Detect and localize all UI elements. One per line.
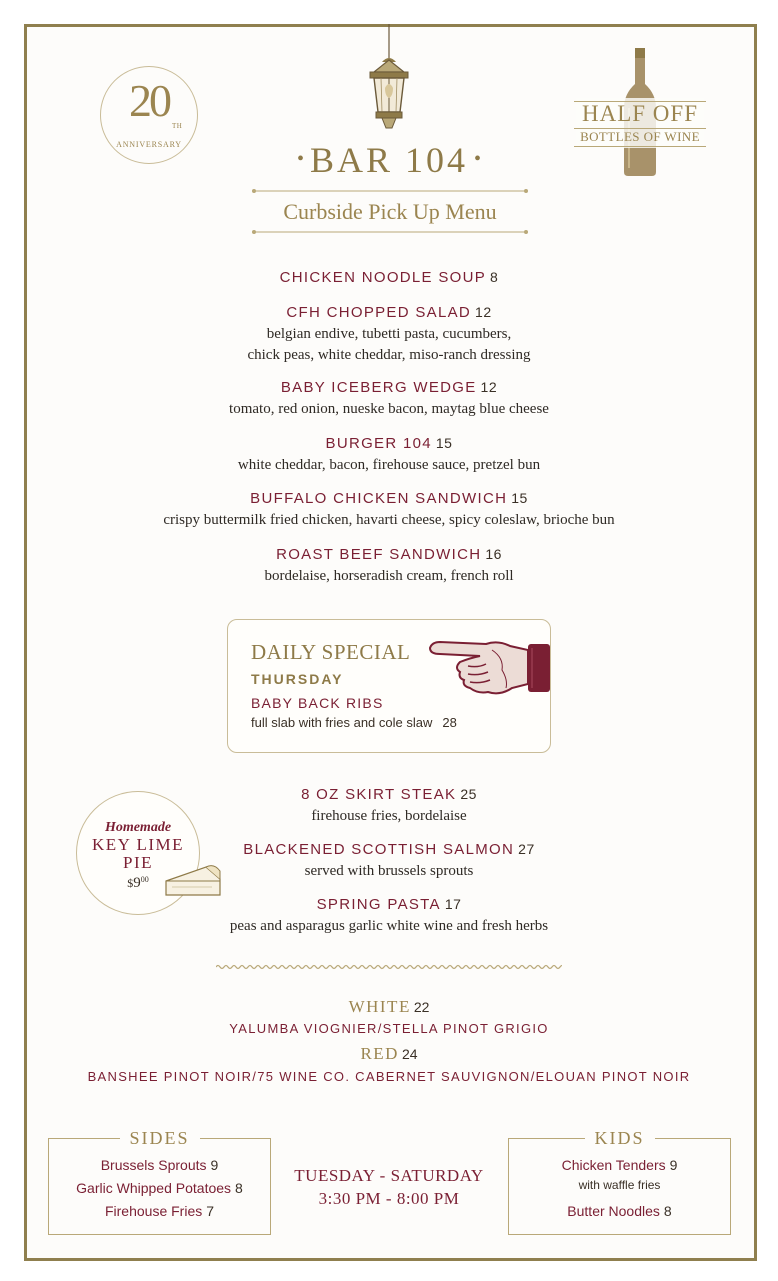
hours-days: TUESDAY - SATURDAY [294,1166,484,1185]
menu-item [0,489,778,531]
side-item [49,1157,270,1173]
daily-special-title: DAILY SPECIAL [251,640,411,664]
kids-item [509,1157,730,1173]
item-name: 8 OZ SKIRT STEAK [301,786,457,803]
wine-promo [572,48,708,176]
side-item-price: 7 [206,1203,215,1219]
pointing-hand-icon [428,636,552,700]
title-text: BAR 104 [309,140,469,180]
title-ornament: • [296,148,304,170]
wine-promo-line2: BOTTLES OF WINE [580,129,700,144]
item-price: 16 [485,546,502,562]
subtitle-rule [252,228,528,236]
item-name: BABY ICEBERG WEDGE [280,379,477,396]
kids-title: KIDS [584,1127,654,1149]
daily-special-description: full slab with fries and cole slaw [251,715,433,730]
title-ornament: • [474,148,482,170]
item-price: 12 [475,304,492,320]
daily-special-desc [251,715,457,730]
red-wine-heading [0,1044,778,1064]
kids-item [509,1203,730,1219]
menu-item [0,268,778,288]
divider [574,146,706,147]
item-description: bordelaise, horseradish cream, french roll [264,568,514,584]
anniversary-badge [100,66,198,164]
pie-homemade: Homemade [104,820,172,835]
menu-item [0,434,778,476]
menu-subtitle: Curbside Pick Up Menu [283,199,497,224]
item-price: 8 [490,269,499,285]
sides-box [48,1128,271,1235]
daily-special-price: 28 [442,715,457,730]
daily-special-day: THURSDAY [251,671,344,687]
menu-item [0,378,778,420]
hours-time: 3:30 PM - 8:00 PM [318,1189,460,1208]
kids-box [508,1128,731,1235]
anniversary-word: ANNIVERSARY [116,140,182,149]
item-name: BLACKENED SCOTTISH SALMON [243,841,515,858]
kids-item-name: Butter Noodles [567,1203,660,1219]
item-price: 15 [435,435,453,451]
pie-price-dollar: $ [127,876,134,890]
side-item-name: Garlic Whipped Potatoes [76,1180,232,1196]
item-name: CHICKEN NOODLE SOUP [279,269,487,286]
menu-item [0,895,778,937]
item-price: 15 [511,490,528,506]
anniversary-suffix: TH [172,122,183,130]
item-description: chick peas, white cheddar, miso-ranch dressing [247,347,531,363]
item-price: 27 [518,841,535,857]
menu-item [0,545,778,587]
title-rule [252,187,528,195]
menu-item [0,303,778,366]
item-description: served with brussels sprouts [304,863,474,879]
item-description: crispy buttermilk fried chicken, havarti cheese, spicy coleslaw, brioche bun [163,512,615,528]
lantern-icon [352,24,426,134]
side-item [49,1180,270,1196]
item-price: 12 [480,379,498,395]
item-name: BUFFALO CHICKEN SANDWICH [250,490,508,507]
kids-item-subtext: with waffle fries [578,1178,661,1192]
item-name: ROAST BEEF SANDWICH [276,546,482,563]
wine-promo-line1: HALF OFF [581,101,698,126]
white-wine-price: 22 [413,999,430,1015]
item-description: firehouse fries, bordelaise [311,808,467,824]
item-name: CFH CHOPPED SALAD [286,304,472,321]
kids-item-name: Chicken Tenders [561,1157,666,1173]
white-wine-heading [0,997,778,1017]
side-item-price: 9 [210,1157,219,1173]
item-name: SPRING PASTA [316,896,441,913]
side-item [49,1203,270,1219]
kids-item-price: 9 [669,1157,678,1173]
side-item-price: 8 [235,1180,243,1196]
white-wine-list: YALUMBA VIOGNIER/STELLA PINOT GRIGIO [229,1021,549,1036]
daily-special-item: BABY BACK RIBS [251,695,384,711]
red-wine-price: 24 [401,1046,418,1062]
restaurant-title [200,138,578,181]
item-description: white cheddar, bacon, firehouse sauce, pretzel bun [237,457,541,473]
sides-title: SIDES [119,1127,199,1149]
anniversary-number: 20 [129,75,169,126]
side-item-name: Brussels Sprouts [100,1157,207,1173]
pie-price-cents: 00 [140,875,149,884]
item-description: tomato, red onion, nueske bacon, maytag blue cheese [229,401,549,417]
menu-item [0,840,778,882]
side-item-name: Firehouse Fries [104,1203,203,1219]
item-name: BURGER 104 [325,435,432,452]
item-description: peas and asparagus garlic white wine and fresh herbs [229,918,549,934]
pie-price-whole: 9 [133,875,141,891]
kids-item-price: 8 [663,1203,672,1219]
pie-name-line1: KEY LIME [91,835,185,854]
item-price: 17 [444,896,462,912]
menu-item [0,785,778,827]
item-description: belgian endive, tubetti pasta, cucumbers, [266,326,512,342]
red-wine-list: BANSHEE PINOT NOIR/75 WINE CO. CABERNET SAUVIGNON/ELOUAN PINOT NOIR [87,1069,691,1084]
pie-name-line2: PIE [123,853,153,872]
red-wine-label: RED [360,1044,399,1063]
item-price: 25 [460,786,477,802]
wavy-divider [216,963,562,971]
white-wine-label: WHITE [348,997,411,1016]
